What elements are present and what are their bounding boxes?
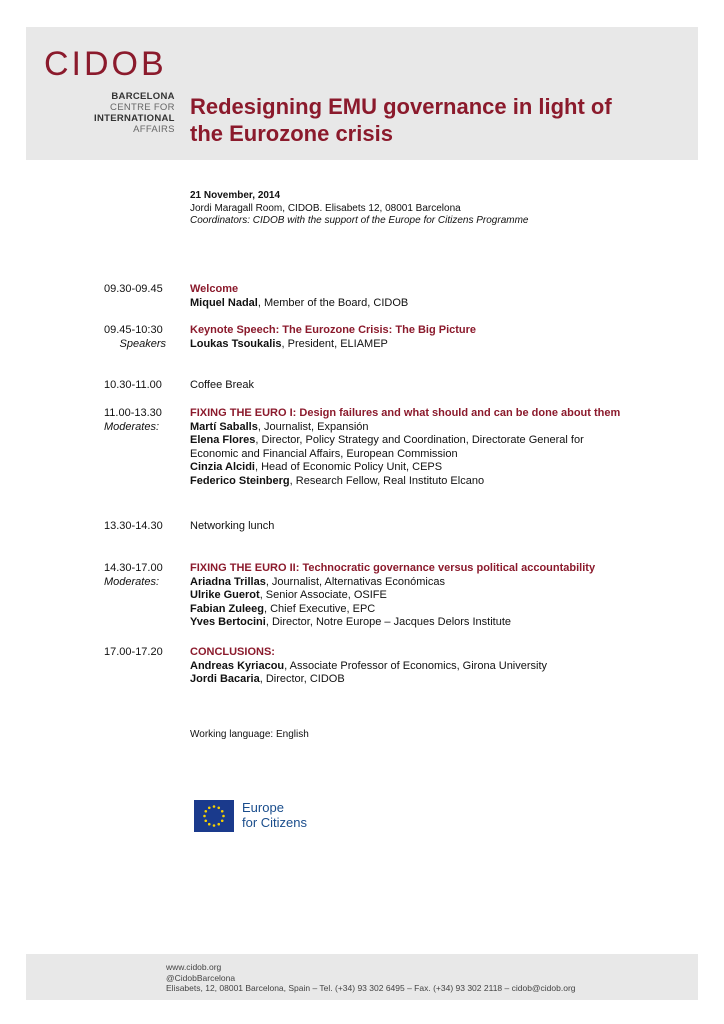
agenda-time-range: 09.45-10:30 bbox=[104, 324, 163, 336]
eu-star bbox=[213, 805, 216, 808]
participant bbox=[190, 421, 690, 435]
program-name-line-2: for Citizens bbox=[242, 815, 308, 830]
eu-star bbox=[208, 823, 211, 826]
program-name bbox=[242, 800, 342, 830]
participant bbox=[190, 660, 690, 674]
eu-star bbox=[217, 823, 220, 826]
footer-address: Elisabets, 12, 08001 Barcelona, Spain – Tel. (+34) 93 302 6495 – Fax. (+34) 93 302 2118 – cidob@cidob.org bbox=[166, 983, 576, 993]
participant bbox=[190, 448, 690, 462]
logo-line-2: CENTRE FOR bbox=[110, 102, 175, 113]
participant-affiliation: , Associate Professor of Economics, Girona University bbox=[284, 659, 548, 672]
eu-star bbox=[204, 819, 207, 822]
cidob-logo: CIDOB bbox=[44, 45, 167, 83]
participant-name: Jordi Bacaria bbox=[190, 673, 260, 685]
participant-name: Cinzia Alcidi bbox=[190, 461, 255, 473]
agenda-time-range: 09.30-09.45 bbox=[104, 283, 163, 295]
eu-star bbox=[213, 824, 216, 827]
event-date: 21 November, 2014 bbox=[190, 190, 281, 201]
footer-website[interactable]: www.cidob.org bbox=[166, 962, 222, 972]
logo-line-1: BARCELONA bbox=[111, 91, 175, 102]
participant-affiliation: , Journalist, Expansión bbox=[257, 420, 369, 433]
eu-star bbox=[222, 815, 225, 818]
logo-line-3: INTERNATIONAL bbox=[94, 113, 175, 124]
participant bbox=[190, 589, 690, 603]
participant-affiliation: , Research Fellow, Real Instituto Elcano bbox=[289, 474, 485, 487]
agenda-time-range: 11.00-13.30 bbox=[104, 407, 162, 419]
agenda-content bbox=[190, 379, 690, 393]
session-title: FIXING THE EURO I: Design failures and what should and can be done about them bbox=[190, 407, 621, 419]
eu-star bbox=[203, 815, 206, 818]
document-title bbox=[190, 93, 670, 147]
agenda-content bbox=[190, 324, 690, 351]
participant-affiliation: Economic and Financial Affairs, European Commission bbox=[190, 447, 458, 460]
title-line-1: Redesigning EMU governance in light of bbox=[190, 94, 612, 119]
agenda-time bbox=[104, 562, 170, 589]
agenda-time bbox=[104, 283, 170, 297]
participant bbox=[190, 603, 690, 617]
participant-name: Yves Bertocini bbox=[190, 616, 266, 628]
participant bbox=[190, 616, 690, 630]
title-line-2: the Eurozone crisis bbox=[190, 121, 393, 146]
agenda-role: Speakers bbox=[119, 337, 166, 350]
logo-line-4: AFFAIRS bbox=[133, 124, 175, 135]
participant-affiliation: , Senior Associate, OSIFE bbox=[259, 589, 387, 601]
agenda-time bbox=[104, 646, 170, 660]
cidob-logo-subtitle bbox=[94, 91, 175, 135]
agenda-role: Moderates: bbox=[104, 420, 160, 433]
working-language: Working language: English bbox=[190, 729, 309, 740]
eu-star bbox=[208, 806, 211, 809]
agenda-time-range: 14.30-17.00 bbox=[104, 562, 163, 574]
footer-band bbox=[26, 954, 698, 1000]
participant-affiliation: , Head of Economic Policy Unit, CEPS bbox=[255, 461, 443, 473]
agenda-time bbox=[104, 379, 170, 393]
participant bbox=[190, 475, 690, 489]
participant-name: Miquel Nadal bbox=[190, 296, 258, 309]
footer-contact bbox=[166, 962, 576, 994]
participant-name: Ulrike Guerot bbox=[190, 589, 260, 601]
agenda-content bbox=[190, 646, 690, 687]
event-coordinators: Coordinators: CIDOB with the support of the Europe for Citizens Programme bbox=[190, 215, 529, 226]
participant bbox=[190, 434, 690, 448]
session-title: CONCLUSIONS: bbox=[190, 646, 275, 658]
session-title: Keynote Speech: The Eurozone Crisis: The Big Picture bbox=[190, 324, 477, 336]
eu-star bbox=[204, 810, 207, 813]
agenda-time-range: 10.30-11.00 bbox=[104, 379, 162, 391]
session-title: Networking lunch bbox=[190, 520, 275, 532]
participant-affiliation: , Director, Notre Europe – Jacques Delors Institute bbox=[265, 616, 511, 628]
program-name-line-1: Europe bbox=[242, 800, 284, 815]
participant bbox=[190, 297, 690, 311]
participant-affiliation: , Member of the Board, CIDOB bbox=[257, 296, 409, 309]
participant bbox=[190, 576, 690, 590]
participant-name: Andreas Kyriacou bbox=[190, 659, 285, 672]
participant bbox=[190, 338, 690, 352]
participant-name: Martí Saballs bbox=[190, 420, 258, 433]
agenda-content bbox=[190, 283, 690, 310]
agenda-role: Moderates: bbox=[104, 575, 160, 588]
eu-star bbox=[217, 806, 220, 809]
agenda-content bbox=[190, 407, 690, 488]
participant-name: Ariadna Trillas bbox=[190, 575, 266, 588]
participant-affiliation: , Director, CIDOB bbox=[259, 673, 345, 685]
agenda-time-range: 13.30-14.30 bbox=[104, 520, 163, 532]
agenda-content bbox=[190, 520, 690, 534]
participant-name: Elena Flores bbox=[190, 434, 256, 446]
agenda-content bbox=[190, 562, 690, 630]
agenda-time-range: 17.00-17.20 bbox=[104, 646, 163, 658]
agenda-time bbox=[104, 407, 170, 434]
footer-twitter[interactable]: @CidobBarcelona bbox=[166, 972, 236, 983]
event-venue: Jordi Maragall Room, CIDOB. Elisabets 12, 08001 Barcelona bbox=[190, 202, 461, 214]
session-title: Coffee Break bbox=[190, 379, 255, 391]
agenda-time bbox=[104, 520, 170, 534]
eu-star bbox=[221, 819, 224, 822]
session-title: FIXING THE EURO II: Technocratic governance versus political accountability bbox=[190, 562, 596, 574]
participant-name: Federico Steinberg bbox=[190, 474, 290, 487]
eu-flag-icon bbox=[194, 800, 234, 832]
participant bbox=[190, 673, 690, 687]
participant-affiliation: , Chief Executive, EPC bbox=[263, 602, 376, 615]
agenda-time bbox=[104, 324, 170, 351]
event-meta bbox=[190, 190, 528, 228]
eu-star bbox=[221, 810, 224, 813]
participant-affiliation: , Director, Policy Strategy and Coordination, Directorate General for bbox=[255, 434, 584, 446]
participant-name: Loukas Tsoukalis bbox=[190, 337, 282, 350]
header-band bbox=[26, 27, 698, 160]
participant-affiliation: , President, ELIAMEP bbox=[281, 337, 388, 350]
session-title: Welcome bbox=[190, 283, 239, 295]
participant-affiliation: , Journalist, Alternativas Económicas bbox=[265, 575, 445, 588]
participant bbox=[190, 461, 690, 475]
participant-name: Fabian Zuleeg bbox=[190, 602, 264, 615]
